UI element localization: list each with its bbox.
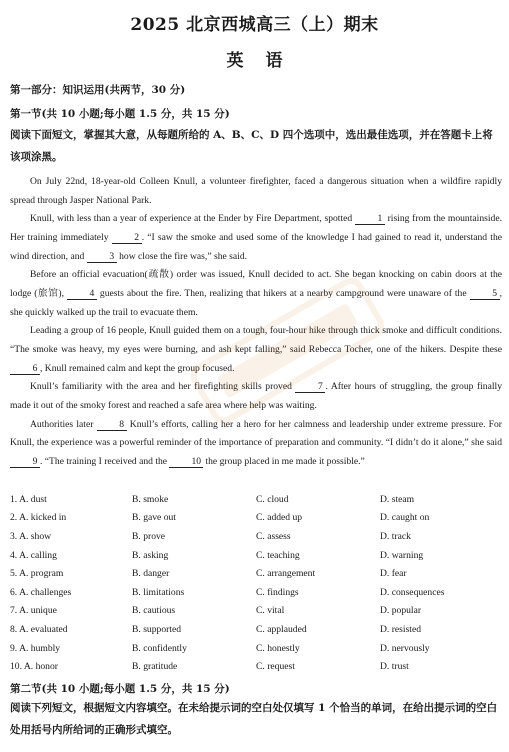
option-c: C. request: [256, 661, 295, 673]
option-b: B. asking: [132, 549, 169, 561]
blank-3: 3: [87, 251, 117, 263]
option-c: C. assess: [256, 530, 291, 542]
option-a: 8. A. evaluated: [10, 623, 68, 635]
option-c: C. vital: [256, 605, 285, 617]
paragraph-3: Before an official evacuation(疏散) order was issued, Knull decided to act. She began knocking on cabin doors at the lodge (旅馆), 4 guests about the fire. Then, realizing that hikers at a nearby campground were unaware of the 5 , she quickly walked up the trail to evacuate them.: [10, 269, 502, 318]
option-a: 5. A. program: [10, 568, 64, 580]
part1-heading: 第一部分：知识运用(共两节，30 分): [10, 84, 186, 96]
option-d: D. trust: [380, 661, 409, 673]
paragraph-4: Leading a group of 16 people, Knull guided them on a tough, four-hour hike through thick smoke and difficult conditions. “The smoke was heavy, my eyes were burning, and ash kept falling,” said Rebecca Tocher, one of the hikers. Despite these 6 , Knull remained calm and kept the group focused.: [10, 325, 502, 374]
section1-instruction: 阅读下面短文，掌握其大意，从每题所给的 A、B、C、D 四个选项中，选出最佳选项，并在答题卡上将该项涂黑。: [10, 129, 493, 163]
paragraph-5: Knull’s familiarity with the area and her firefighting skills proved 7 . After hours of struggling, the group finally made it out of the smoky forest and reached a safe area where help was waiting.: [10, 381, 502, 411]
option-d: D. consequences: [380, 586, 445, 598]
answer-options: [10, 490, 505, 676]
exam-title: 2025 北京西城高三（上）期末: [130, 15, 379, 35]
option-b: B. gratitude: [132, 661, 178, 673]
blank-4: 4: [67, 288, 97, 300]
blank-5: 5: [470, 288, 500, 300]
blank-2: 2: [112, 232, 142, 244]
section2-heading: 第二节(共 10 小题;每小题 1.5 分，共 15 分): [10, 683, 230, 695]
option-c: C. findings: [256, 586, 299, 598]
blank-6: 6: [10, 363, 40, 375]
blank-1: 1: [355, 213, 385, 225]
option-b: B. danger: [132, 568, 170, 580]
section1-heading: 第一节(共 10 小题;每小题 1.5 分，共 15 分): [10, 108, 230, 120]
option-d: D. fear: [380, 568, 407, 580]
option-c: C. teaching: [256, 549, 300, 561]
option-d: D. resisted: [380, 623, 422, 635]
option-b: B. gave out: [132, 512, 176, 524]
option-a: 9. A. humbly: [10, 642, 61, 654]
option-c: C. cloud: [256, 493, 289, 505]
option-row: [10, 657, 505, 676]
option-a: 2. A. kicked in: [10, 512, 67, 524]
option-row: [10, 583, 505, 602]
option-d: D. track: [380, 530, 411, 542]
option-c: C. applauded: [256, 623, 307, 635]
option-row: [10, 639, 505, 658]
option-a: 7. A. unique: [10, 605, 57, 617]
paragraph-1: On July 22nd, 18-year-old Colleen Knull, a volunteer firefighter, faced a dangerous situation when a wildfire rapidly spread through Jasper National Park.: [10, 176, 502, 206]
option-b: B. prove: [132, 530, 166, 542]
option-d: D. nervously: [380, 642, 430, 654]
option-d: D. warning: [380, 549, 424, 561]
blank-8: 8: [97, 419, 127, 431]
blank-7: 7: [295, 381, 325, 393]
option-b: B. supported: [132, 623, 182, 635]
option-b: B. smoke: [132, 493, 169, 505]
option-row: [10, 564, 505, 583]
blank-10: 10: [169, 456, 203, 468]
section2-instruction: 阅读下列短文，根据短文内容填空。在未给提示词的空白处仅填写 1 个恰当的单词，在给出提示词的空白处用括号内所给词的正确形式填空。: [10, 702, 498, 736]
option-a: 4. A. calling: [10, 549, 57, 561]
option-d: D. steam: [380, 493, 415, 505]
option-a: 6. A. challenges: [10, 586, 72, 598]
option-a: 3. A. show: [10, 530, 52, 542]
option-b: B. limitations: [132, 586, 185, 598]
cloze-passage: [10, 173, 502, 472]
option-c: C. added up: [256, 512, 303, 524]
option-d: D. caught on: [380, 512, 430, 524]
option-c: C. arrangement: [256, 568, 316, 580]
option-b: B. confidently: [132, 642, 187, 654]
option-c: C. honestly: [256, 642, 300, 654]
option-row: [10, 620, 505, 639]
option-a: 10. A. honor: [10, 661, 58, 673]
option-row: [10, 509, 505, 528]
blank-9: 9: [10, 456, 40, 468]
option-row: [10, 490, 505, 509]
option-row: [10, 602, 505, 621]
paragraph-2: Knull, with less than a year of experience at the Ender by Fire Department, spotted 1 rising from the mountainside. Her training immediately 2 . “I saw the smoke and used some of the knowledge I had gained to read it, understand the wind direction, and 3 how close the fire was,” she said.: [10, 213, 502, 262]
option-b: B. cautious: [132, 605, 176, 617]
paragraph-6: Authorities later 8 Knull’s efforts, calling her a hero for her calmness and leadership under extreme pressure. For Knull, the experience was a powerful reminder of the importance of preparation and community. “I didn’t do it alone,” she said 9 . “The training I received and the 10 the group placed in me made it possible.”: [10, 418, 502, 467]
option-a: 1. A. dust: [10, 493, 47, 505]
subject-title: 英语: [226, 51, 305, 71]
option-d: D. popular: [380, 605, 422, 617]
option-row: [10, 527, 505, 546]
option-row: [10, 546, 505, 565]
